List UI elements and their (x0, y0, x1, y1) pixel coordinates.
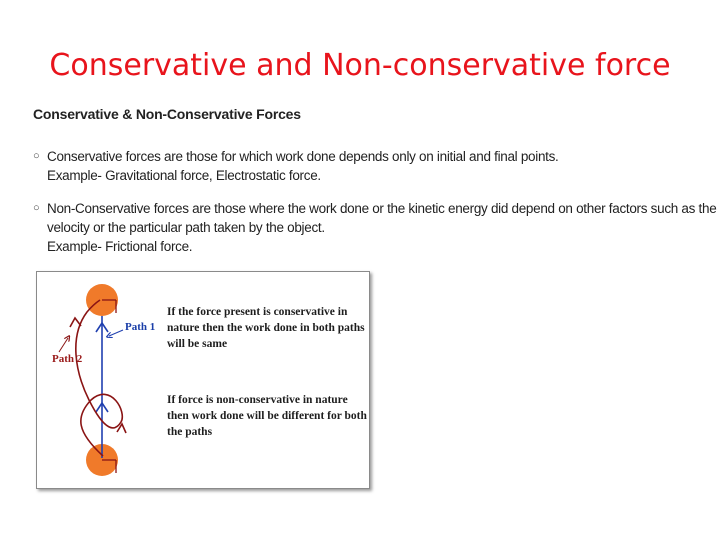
bullet-conservative (33, 147, 693, 185)
path-diagram-figure (36, 271, 370, 489)
path-2-pointer (59, 338, 68, 352)
conservative-explanation (167, 304, 365, 352)
bullet-line: velocity or the particular path taken by the object. (47, 220, 325, 235)
section-heading: Conservative & Non-Conservative Forces (33, 106, 301, 122)
path-1-pointer (109, 330, 123, 336)
path-2-curve (76, 300, 122, 456)
bullet-line: Example- Gravitational force, Electrostatic force. (47, 168, 321, 183)
slide-title: Conservative and Non-conservative force (49, 48, 671, 83)
explanation-line: will be same (167, 338, 228, 350)
non-conservative-explanation (167, 392, 367, 440)
explanation-line: If the force present is conservative in (167, 306, 348, 318)
explanation-line: then work done will be different for both (167, 410, 367, 422)
explanation-line: the paths (167, 426, 213, 438)
bullet-marker: ○ (33, 150, 40, 162)
explanation-line: nature then the work done in both paths (167, 322, 365, 334)
bullet-line: Conservative forces are those for which work done depends only on initial and final points. (47, 149, 559, 164)
bullet-non-conservative (33, 199, 717, 256)
explanation-line: If force is non-conservative in nature (167, 394, 348, 406)
path-1-label: Path 1 (125, 321, 156, 333)
bullet-line: Non-Conservative forces are those where the work done or the kinetic energy did depend on other factors such as the (47, 201, 717, 216)
bullet-line: Example- Frictional force. (47, 239, 193, 254)
path-2-label: Path 2 (52, 353, 83, 365)
bullet-marker: ○ (33, 202, 40, 214)
